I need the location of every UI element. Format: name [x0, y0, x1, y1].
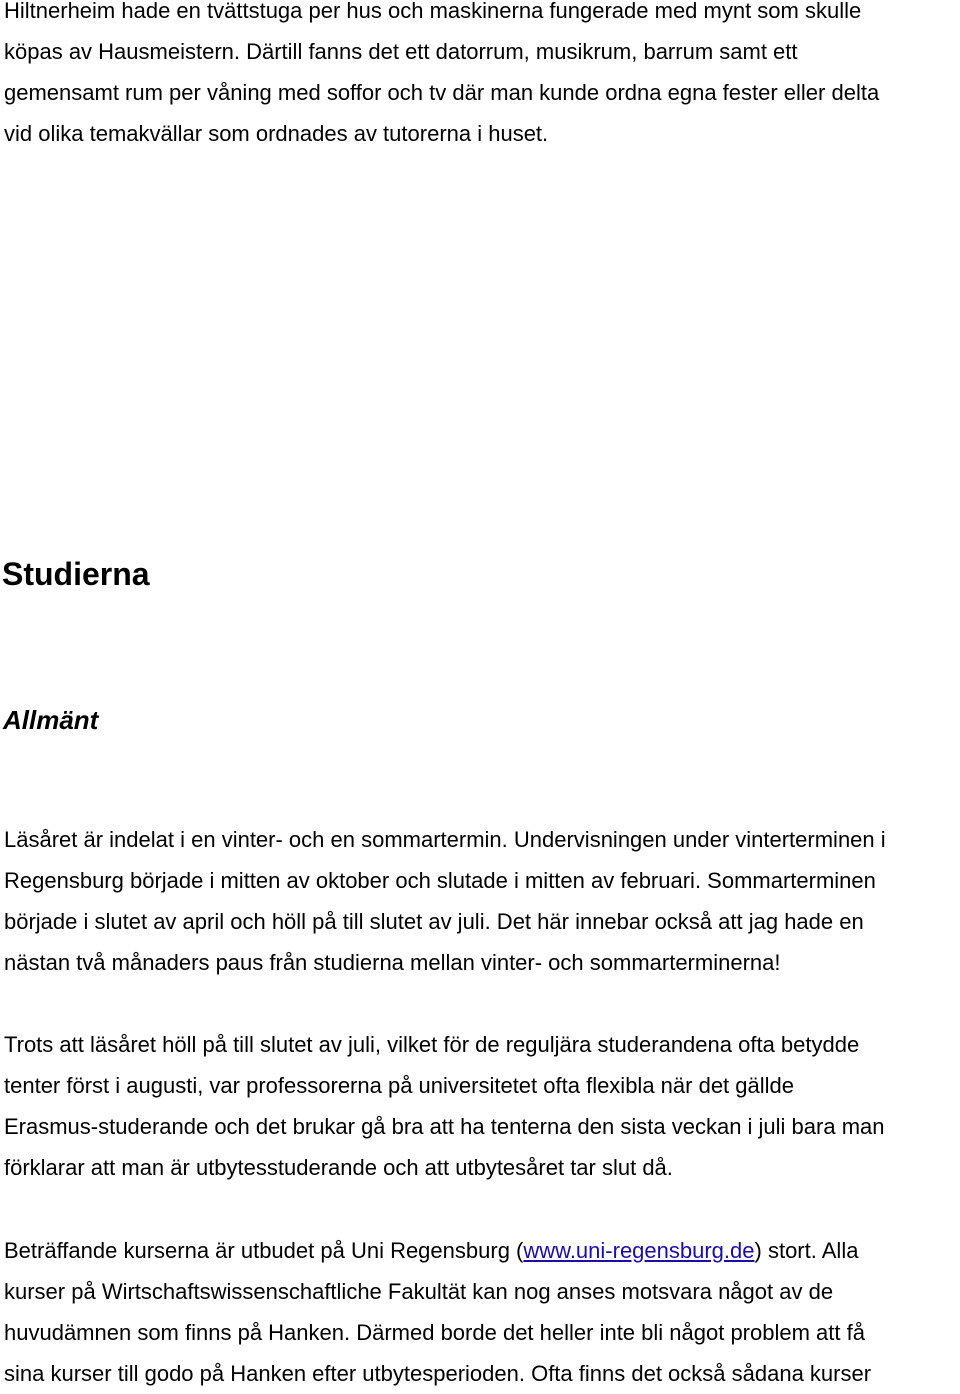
paragraph-line: Läsåret är indelat i en vinter- och en sommartermin. Undervisningen under vinterterminen i	[4, 827, 886, 852]
paragraph-line: nästan två månaders paus från studierna mellan vinter- och sommarterminerna!	[4, 950, 781, 975]
uni-regensburg-link[interactable]: www.uni-regensburg.de	[523, 1238, 755, 1263]
paragraph-line: började i slutet av april och höll på till slutet av juli. Det här innebar också att jag hade en	[4, 909, 864, 934]
intro-line-2: köpas av Hausmeistern. Därtill fanns det ett datorrum, musikrum, barrum samt ett	[4, 39, 798, 64]
paragraph-line: Erasmus-studerande och det brukar gå bra att ha tenterna den sista veckan i juli bara man	[4, 1114, 885, 1139]
paragraph-line: Trots att läsåret höll på till slutet av juli, vilket för de reguljära studerandena ofta betydde	[4, 1032, 860, 1057]
paragraph-line: Regensburg började i mitten av oktober och slutade i mitten av februari. Sommarterminen	[4, 868, 876, 893]
intro-line-3: gemensamt rum per våning med soffor och tv där man kunde ordna egna fester eller delta	[4, 80, 880, 105]
paragraph-text: ) stort. Alla	[754, 1238, 859, 1263]
paragraph-line: tenter först i augusti, var professorerna på universitetet ofta flexibla när det gällde	[4, 1073, 794, 1098]
section-heading: Studierna	[2, 556, 150, 592]
paragraph-terms	[4, 819, 886, 983]
section-subheading: Allmänt	[3, 705, 99, 735]
intro-paragraph	[4, 0, 879, 154]
paragraph-line: huvudämnen som finns på Hanken. Därmed borde det heller inte bli något problem att få	[4, 1320, 865, 1345]
paragraph-line: kurser på Wirtschaftswissenschaftliche Fakultät kan nog anses motsvara något av de	[4, 1279, 834, 1304]
paragraph-text: Beträffande kurserna är utbudet på Uni Regensburg (	[4, 1238, 524, 1263]
paragraph-line-with-link	[4, 1230, 871, 1271]
paragraph-exams	[4, 1024, 885, 1188]
paragraph-line: förklarar att man är utbytesstuderande och att utbytesåret tar slut då.	[4, 1155, 673, 1180]
paragraph-line: sina kurser till godo på Hanken efter utbytesperioden. Ofta finns det också sådana kurser	[4, 1361, 872, 1386]
intro-line-1: Hiltnerheim hade en tvättstuga per hus och maskinerna fungerade med mynt som skulle	[4, 0, 862, 23]
paragraph-courses	[4, 1230, 871, 1394]
intro-line-4: vid olika temakvällar som ordnades av tutorerna i huset.	[4, 121, 549, 146]
